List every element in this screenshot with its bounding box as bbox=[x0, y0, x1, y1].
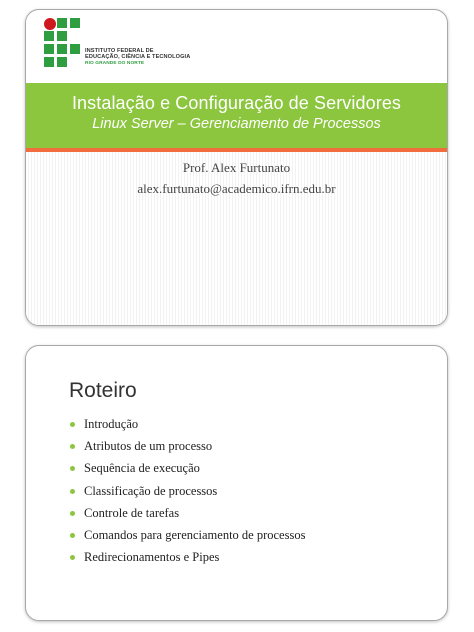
slide-body-background bbox=[26, 152, 447, 325]
title-band bbox=[26, 83, 447, 148]
list-item-text: Introdução bbox=[84, 416, 139, 431]
bullet-icon bbox=[70, 533, 75, 538]
logo-grid-icon bbox=[44, 18, 80, 72]
list-item bbox=[70, 458, 305, 480]
list-item bbox=[70, 413, 305, 435]
list-item bbox=[70, 524, 305, 546]
logo-red-dot bbox=[44, 18, 56, 30]
ifrn-logo bbox=[44, 14, 191, 78]
list-item-text: Classificação de processos bbox=[84, 483, 218, 498]
logo-line2: EDUCAÇÃO, CIÊNCIA E TECNOLOGIA bbox=[85, 54, 191, 61]
bullet-icon bbox=[70, 489, 75, 494]
bullet-icon bbox=[70, 511, 75, 516]
author-email: alex.furtunato@academico.ifrn.edu.br bbox=[137, 181, 336, 196]
list-item-text: Controle de tarefas bbox=[84, 505, 180, 520]
list-item-text: Sequência de execução bbox=[84, 461, 200, 476]
list-item-text: Comandos para gerenciamento de processos bbox=[84, 528, 306, 543]
agenda-list bbox=[70, 413, 305, 569]
list-item bbox=[70, 435, 305, 457]
title-slide bbox=[25, 9, 448, 326]
list-item-text: Atributos de um processo bbox=[84, 438, 213, 453]
agenda-title: Roteiro bbox=[69, 379, 137, 402]
list-item bbox=[70, 502, 305, 524]
logo-line3: RIO GRANDE DO NORTE bbox=[85, 60, 145, 66]
author-name: Prof. Alex Furtunato bbox=[182, 160, 291, 175]
bullet-icon bbox=[70, 444, 75, 449]
slide-title: Instalação e Configuração de Servidores bbox=[71, 93, 402, 113]
agenda-slide bbox=[25, 345, 448, 621]
slide-subtitle: Linux Server – Gerenciamento de Processos bbox=[92, 116, 381, 132]
bullet-icon bbox=[70, 555, 75, 560]
bullet-icon bbox=[70, 466, 75, 471]
logo-text bbox=[85, 48, 195, 67]
bullet-icon bbox=[70, 422, 75, 427]
logo-line1: INSTITUTO FEDERAL DE bbox=[85, 48, 154, 54]
list-item bbox=[70, 547, 305, 569]
list-item-text: Redirecionamentos e Pipes bbox=[84, 550, 220, 565]
list-item bbox=[70, 480, 305, 502]
